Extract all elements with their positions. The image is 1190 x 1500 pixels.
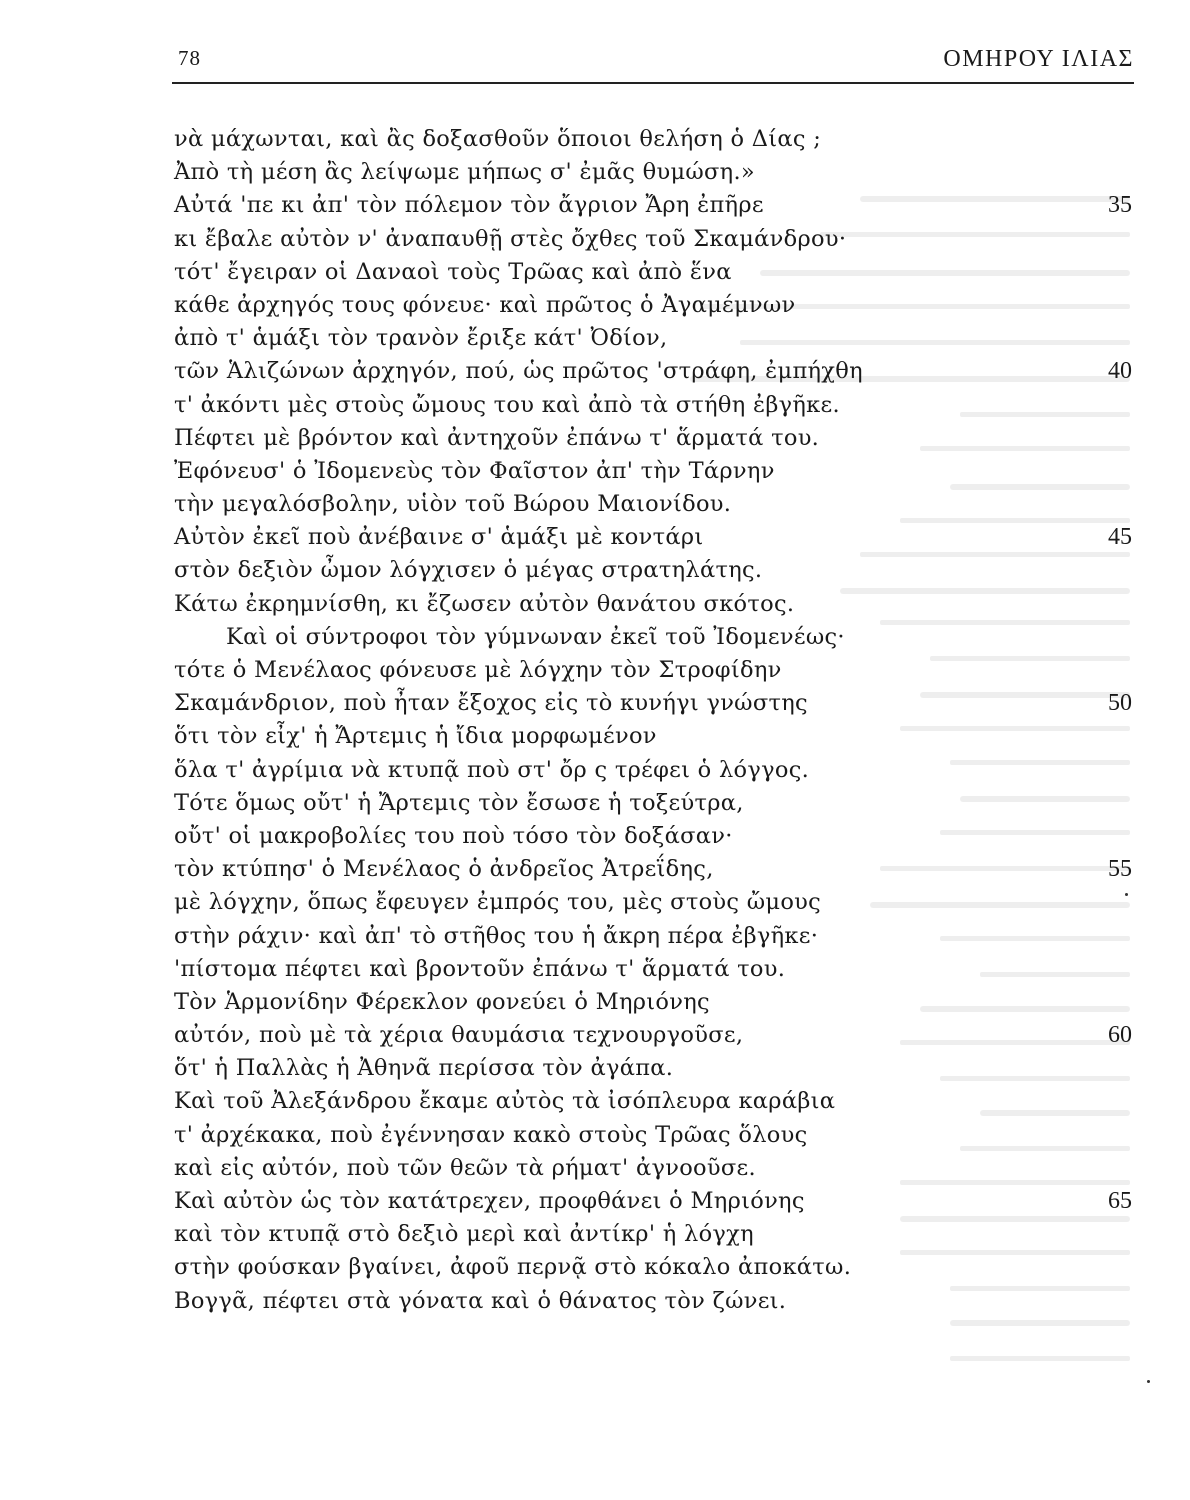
verse-text: τῶν Ἁλιζώνων ἀρχηγόν, πού, ὡς πρῶτος 'στράφη, ἐμπήχθη [174, 358, 863, 385]
verse-line [174, 621, 1132, 654]
verse-line [174, 1285, 1132, 1318]
line-number: 35 [1108, 192, 1132, 219]
poem-body [174, 123, 1132, 1318]
verse-text: στὸν δεξιὸν ὦμον λόγχισεν ὁ μέγας στρατηλάτης. [174, 557, 763, 584]
verse-text: αὐτόν, ποὺ μὲ τὰ χέρια θαυμάσια τεχνουργοῦσε, [174, 1022, 744, 1049]
verse-line [174, 1251, 1132, 1284]
verse-line [174, 455, 1132, 488]
verse-text: Τότε ὅμως οὔτ' ἡ Ἄρτεμις τὸν ἔσωσε ἡ τοξεύτρα, [174, 789, 744, 816]
verse-line [174, 886, 1132, 919]
verse-line [174, 1119, 1132, 1152]
running-title: ΟΜΗΡΟΥ ΙΛΙΑΣ [943, 46, 1134, 72]
verse-text: Καὶ αὐτὸν ὡς τὸν κατάτρεχεν, προφθάνει ὁ Μηριόνης [174, 1188, 805, 1214]
verse-text: ὅλα τ' ἀγρίμια νὰ κτυπᾷ ποὺ στ' ὄρ ς τρέφει ὁ λόγγος. [174, 756, 810, 783]
verse-text: Αὐτά 'πε κι ἀπ' τὸν πόλεμον τὸν ἄγριον Ἄρη ἐπῆρε [174, 192, 764, 219]
line-number: 45 [1108, 524, 1132, 551]
verse-line [174, 189, 1132, 222]
verse-line [174, 223, 1132, 256]
verse-text: 'πίστομα πέφτει καὶ βροντοῦν ἐπάνω τ' ἅρματά του. [174, 955, 786, 982]
verse-text: Καὶ οἱ σύντροφοι τὸν γύμνωναν ἐκεῖ τοῦ Ἰδομενέως· [226, 623, 845, 650]
line-number: 65 [1108, 1188, 1132, 1214]
verse-text: στὴν φούσκαν βγαίνει, ἀφοῦ περνᾷ στὸ κόκαλο ἀποκάτω. [174, 1254, 852, 1281]
line-number: 60 [1108, 1022, 1132, 1049]
verse-line [174, 1152, 1132, 1185]
verse-line [174, 1085, 1132, 1118]
verse-text: τὸν κτύπησ' ὁ Μενέλαος ὁ ἀνδρεῖος Ἀτρεΐδης, [174, 856, 714, 883]
header-rule [172, 82, 1134, 84]
verse-text: Καὶ τοῦ Ἀλεξάνδρου ἔκαμε αὐτὸς τὰ ἰσόπλευρα καράβια [174, 1088, 836, 1115]
stray-mark [1147, 1380, 1150, 1383]
verse-text: μὲ λόγχην, ὅπως ἔφευγεν ἐμπρός του, μὲς στοὺς ὤμους [174, 889, 822, 916]
verse-text: Ἐφόνευσ' ὁ Ἰδομενεὺς τὸν Φαῖστον ἀπ' τὴν Τάρνην [174, 457, 775, 484]
verse-text: Κάτω ἐκρημνίσθη, κι ἔζωσεν αὐτὸν θανάτου σκότος. [174, 590, 795, 617]
line-number: 55 [1108, 856, 1132, 883]
verse-text: τ' ἀκόντι μὲς στοὺς ὤμους του καὶ ἀπὸ τὰ στήθη ἐβγῆκε. [174, 391, 840, 418]
verse-line [174, 588, 1132, 621]
verse-text: ἀπὸ τ' ἁμάξι τὸν τρανὸν ἔριξε κάτ' Ὀδίον, [174, 325, 668, 352]
line-number: 50 [1108, 690, 1132, 717]
verse-line [174, 853, 1132, 886]
verse-line [174, 654, 1132, 687]
verse-line [174, 322, 1132, 355]
verse-text: τότ' ἔγειραν οἱ Δαναοὶ τοὺς Τρῶας καὶ ἀπὸ ἕνα [174, 258, 732, 285]
verse-line [174, 1185, 1132, 1218]
verse-text: στὴν ράχιν· καὶ ἀπ' τὸ στῆθος του ἡ ἄκρη πέρα ἐβγῆκε· [174, 922, 819, 949]
verse-text: καὶ εἰς αὐτόν, ποὺ τῶν θεῶν τὰ ρήματ' ἀγνοοῦσε. [174, 1154, 756, 1181]
verse-text: ὅτι τὸν εἶχ' ἡ Ἄρτεμις ἡ ἴδια μορφωμένον [174, 723, 657, 750]
verse-text: κάθε ἀρχηγός τους φόνευε· καὶ πρῶτος ὁ Ἀγαμέμνων [174, 291, 796, 318]
stray-mark [1125, 893, 1128, 896]
verse-line [174, 156, 1132, 189]
verse-line [174, 687, 1132, 720]
verse-text: Ἀπὸ τὴ μέση ἂς λείψωμε μήπως σ' ἐμᾶς θυμώση.» [174, 159, 755, 186]
verse-text: Σκαμάνδριον, ποὺ ἦταν ἔξοχος εἰς τὸ κυνήγι γνώστης [174, 690, 808, 717]
verse-line [174, 1218, 1132, 1251]
verse-line [174, 720, 1132, 753]
verse-text: ὅτ' ἡ Παλλὰς ἡ Ἀθηνᾶ περίσσα τὸν ἀγάπα. [174, 1055, 674, 1082]
verse-text: Βογγᾶ, πέφτει στὰ γόνατα καὶ ὁ θάνατος τὸν ζώνει. [174, 1287, 787, 1314]
verse-line [174, 920, 1132, 953]
verse-text: τ' ἀρχέκακα, ποὺ ἐγέννησαν κακὸ στοὺς Τρῶας ὅλους [174, 1121, 808, 1148]
verse-line [174, 953, 1132, 986]
verse-line [174, 554, 1132, 587]
verse-line [174, 521, 1132, 554]
verse-text: νὰ μάχωνται, καὶ ἂς δοξασθοῦν ὅποιοι θελήση ὁ Δίας ; [174, 126, 822, 152]
verse-line [174, 1052, 1132, 1085]
verse-text: Αὐτὸν ἐκεῖ ποὺ ἀνέβαινε σ' ἁμάξι μὲ κοντάρι [174, 524, 704, 551]
verse-text: κι ἔβαλε αὐτὸν ν' ἀναπαυθῇ στὲς ὄχθες τοῦ Σκαμάνδρου· [174, 225, 847, 252]
verse-text: τότε ὁ Μενέλαος φόνευσε μὲ λόγχην τὸν Στροφίδην [174, 657, 782, 683]
verse-line [174, 1019, 1132, 1052]
verse-line [174, 820, 1132, 853]
verse-line [174, 986, 1132, 1019]
verse-line [174, 256, 1132, 289]
page-number: 78 [178, 46, 201, 70]
verse-text: οὔτ' οἱ μακροβολίες του ποὺ τόσο τὸν δοξάσαν· [174, 822, 733, 849]
verse-line [174, 488, 1132, 521]
verse-line [174, 289, 1132, 322]
verse-line [174, 123, 1132, 156]
verse-line [174, 355, 1132, 388]
verse-line [174, 389, 1132, 422]
verse-line [174, 754, 1132, 787]
verse-text: τὴν μεγαλόσβολην, υἱὸν τοῦ Βώρου Μαιονίδου. [174, 491, 732, 518]
verse-line [174, 422, 1132, 455]
verse-line [174, 787, 1132, 820]
line-number: 40 [1108, 358, 1132, 385]
verse-text: Πέφτει μὲ βρόντον καὶ ἀντηχοῦν ἐπάνω τ' ἅρματά του. [174, 424, 820, 451]
verse-text: Τὸν Ἁρμονίδην Φέρεκλον φονεύει ὁ Μηριόνης [174, 988, 710, 1015]
verse-text: καὶ τὸν κτυπᾷ στὸ δεξιὸ μερὶ καὶ ἀντίκρ' ἡ λόγχη [174, 1221, 754, 1248]
